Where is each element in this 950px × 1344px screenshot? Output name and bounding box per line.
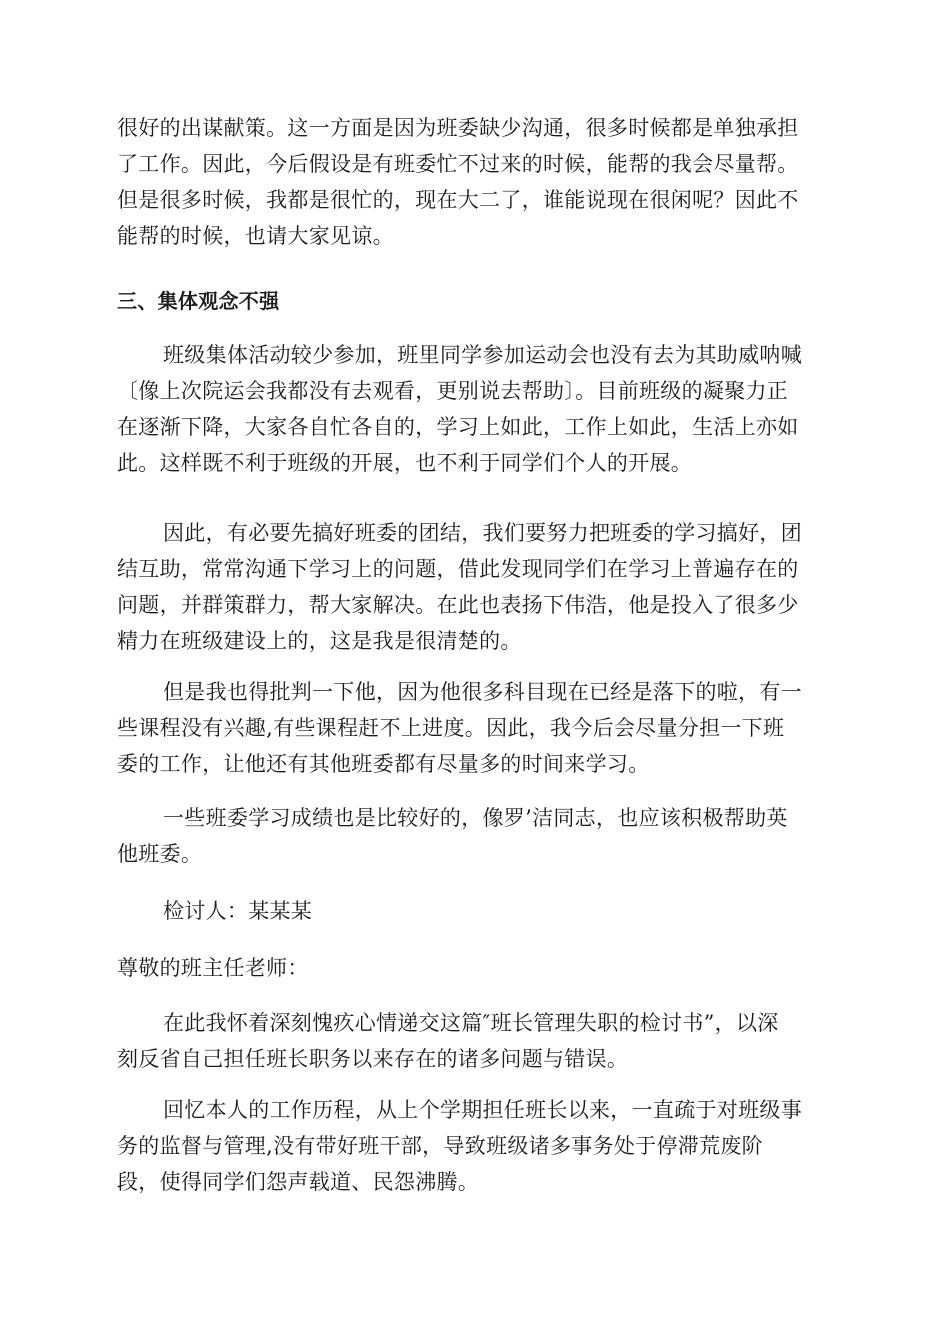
text-line: 段，使得同学们怨声载道、民怨沸腾。 (117, 1170, 480, 1194)
paragraph-unity (117, 515, 837, 659)
text-line: 务的监督与管理,没有带好班干部，导致班级诸多事务处于停滞荒废阶 (117, 1134, 763, 1158)
text-line: 问题，并群策群力，帮大家解决。在此也表扬下伟浩，他是投入了很多少 (117, 593, 799, 617)
paragraph-help (117, 800, 837, 872)
text-line: 很好的出谋献策。这一方面是因为班委缺少沟通，很多时候都是单独承担 (117, 116, 799, 140)
text-line: 结互助，常常沟通下学习上的问题，借此发现同学们在学习上普遍存在的 (117, 557, 799, 581)
section-heading: 三、集体观念不强 (117, 289, 280, 313)
text-line: 班级集体活动较少参加，班里同学参加运动会也没有去为其助威呐喊 (163, 343, 802, 367)
paragraph-continuation (117, 110, 837, 254)
text-line: 了工作。因此，今后假设是有班委忙不过来的时候，能帮的我会尽量帮。 (117, 152, 799, 176)
text-line: 〔像上次院运会我都没有去观看，更别说去帮助〕。目前班级的凝聚力正 (117, 379, 789, 403)
text-line: 回忆本人的工作历程，从上个学期担任班长以来，一直疏于对班级事 (163, 1098, 802, 1122)
text-line: 刻反省自己担任班长职务以来存在的诸多问题与错误。 (117, 1047, 629, 1071)
text-line: 在逐渐下降，大家各自忙各自的，学习上如此，工作上如此，生活上亦如 (117, 415, 799, 439)
text-line: 他班委。 (117, 842, 203, 866)
text-line: 因此，有必要先搞好班委的团结，我们要努力把班委的学习搞好，团 (163, 521, 802, 545)
text-line: 一些班委学习成绩也是比较好的，像罗’洁同志，也应该积极帮助英 (163, 806, 788, 830)
paragraph-collective (117, 337, 837, 481)
text-line: 但是我也得批判一下他，因为他很多科目现在已经是落下的啦，有一 (163, 680, 802, 704)
paragraph-intro (117, 1005, 837, 1077)
paragraph-criticism (117, 674, 837, 782)
signature: 检讨人：某某某 (163, 899, 313, 923)
text-line: 些课程没有兴趣,有些课程赶不上进度。因此，我今后会尽量分担一下班 (117, 716, 785, 740)
text-line: 委的工作，让他还有其他班委都有尽量多的时间来学习。 (117, 752, 650, 776)
salutation: 尊敬的班主任老师： (117, 956, 309, 980)
text-line: 在此我怀着深刻愧疚心情递交这篇″班长管理失职的检讨书”，以深 (163, 1011, 779, 1035)
text-line: 精力在班级建设上的，这是我是很清楚的。 (117, 629, 522, 653)
document-body (117, 110, 837, 1194)
text-line: 此。这样既不利于班级的开展，也不利于同学们个人的开展。 (117, 451, 693, 475)
text-line: 但是很多时候，我都是很忙的，现在大二了，谁能说现在很闲呢？因此不 (117, 188, 799, 212)
text-line: 能帮的时候，也请大家见谅。 (117, 224, 394, 248)
paragraph-history (117, 1092, 837, 1200)
